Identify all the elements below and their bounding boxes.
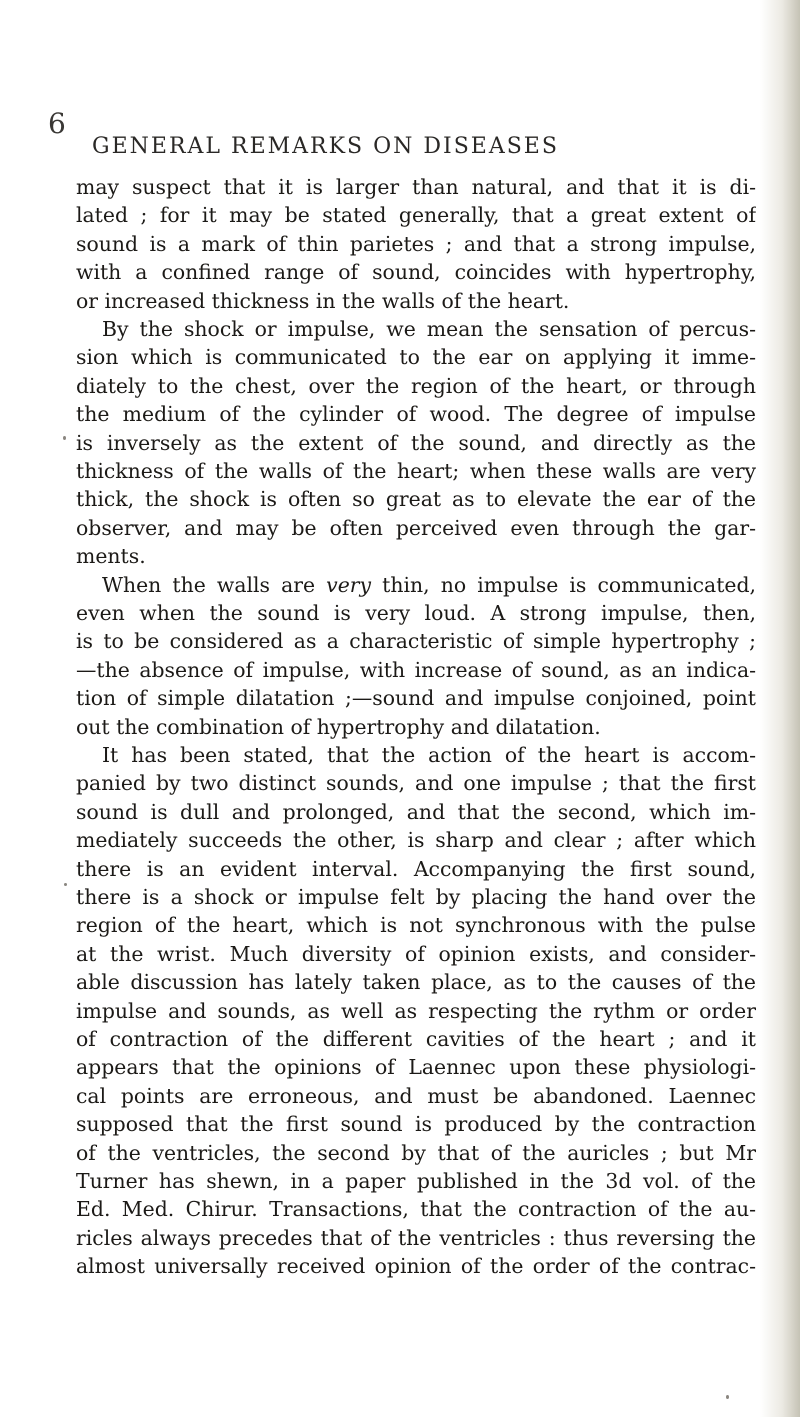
text-line: almost universally received opinion of the order of the contrac- bbox=[76, 1254, 756, 1279]
page-header bbox=[0, 0, 800, 160]
running-head: GENERAL REMARKS ON DISEASES bbox=[92, 134, 559, 159]
print-speck bbox=[64, 883, 67, 886]
page-edge-shadow bbox=[760, 0, 800, 1417]
text-line: ricles always precedes that of the ventricles : thus reversing the bbox=[76, 1225, 756, 1250]
text-line: thick, the shock is often so great as to elevate the ear of the bbox=[76, 487, 756, 512]
text-line: appears that the opinions of Laennec upon these physiologi- bbox=[76, 1055, 756, 1080]
text-line: panied by two distinct sounds, and one impulse ; that the first bbox=[76, 771, 756, 796]
text-line: It has been stated, that the action of the heart is accom- bbox=[102, 743, 756, 767]
text-line: is inversely as the extent of the sound, and directly as the bbox=[76, 430, 756, 455]
text-line: sound is a mark of thin parietes ; and that a strong impulse, bbox=[76, 231, 756, 256]
text-line: diately to the chest, over the region of the heart, or through bbox=[76, 373, 756, 398]
text-line: of the ventricles, the second by that of the auricles ; but Mr bbox=[76, 1140, 756, 1165]
text-line: lated ; for it may be stated generally, that a great extent of bbox=[76, 203, 756, 228]
text-line: or increased thickness in the walls of the heart. bbox=[76, 288, 570, 313]
text-line: out the combination of hypertrophy and dilatation. bbox=[76, 714, 601, 739]
text-line bbox=[102, 571, 756, 599]
text-line: Turner has shewn, in a paper published in the 3d vol. of the bbox=[76, 1169, 756, 1193]
text-line: sound is dull and prolonged, and that the second, which im- bbox=[76, 799, 756, 824]
text-line: By the shock or impulse, we mean the sensation of percus- bbox=[102, 317, 756, 341]
text-line: is to be considered as a characteristic of simple hypertrophy ; bbox=[76, 629, 756, 654]
text-segment: thin, no impulse is communicated, bbox=[371, 572, 756, 597]
text-line: Ed. Med. Chirur. Transactions, that the contraction of the au- bbox=[76, 1197, 756, 1222]
print-speck bbox=[726, 1395, 729, 1399]
text-line: able discussion has lately taken place, as to the causes of the bbox=[76, 970, 756, 995]
text-line: there is a shock or impulse felt by placing the hand over the bbox=[76, 885, 756, 909]
text-line: supposed that the first sound is produced by the contraction bbox=[76, 1112, 756, 1137]
text-line: may suspect that it is larger than natural, and that it is di- bbox=[76, 175, 756, 199]
text-line: at the wrist. Much diversity of opinion exists, and consider- bbox=[76, 941, 756, 966]
page-number: 6 bbox=[48, 107, 66, 140]
text-segment: When the walls are bbox=[102, 572, 327, 597]
italic-word: very bbox=[326, 572, 372, 597]
text-line: impulse and sounds, as well as respecting the rythm or order bbox=[76, 998, 756, 1023]
text-line: tion of simple dilatation ;—sound and impulse conjoined, point bbox=[76, 686, 756, 711]
text-line: mediately succeeds the other, is sharp and clear ; after which bbox=[76, 828, 756, 853]
text-line: of contraction of the different cavities of the heart ; and it bbox=[76, 1027, 756, 1051]
text-line: observer, and may be often perceived even through the gar- bbox=[76, 515, 756, 540]
text-line: the medium of the cylinder of wood. The degree of impulse bbox=[76, 402, 756, 427]
print-speck bbox=[63, 436, 66, 440]
text-line: sion which is communicated to the ear on applying it imme- bbox=[76, 345, 756, 370]
text-line: thickness of the walls of the heart; when these walls are very bbox=[76, 459, 756, 483]
text-line: region of the heart, which is not synchronous with the pulse bbox=[76, 913, 756, 938]
text-line: ments. bbox=[76, 544, 146, 569]
text-line: cal points are erroneous, and must be abandoned. Laennec bbox=[76, 1083, 756, 1108]
text-line: with a confined range of sound, coincides with hypertrophy, bbox=[76, 260, 756, 285]
body-text bbox=[76, 173, 756, 1403]
text-line: even when the sound is very loud. A strong impulse, then, bbox=[76, 601, 756, 625]
text-line: —the absence of impulse, with increase of sound, as an indica- bbox=[76, 657, 756, 682]
text-line: there is an evident interval. Accompanying the first sound, bbox=[76, 856, 756, 881]
